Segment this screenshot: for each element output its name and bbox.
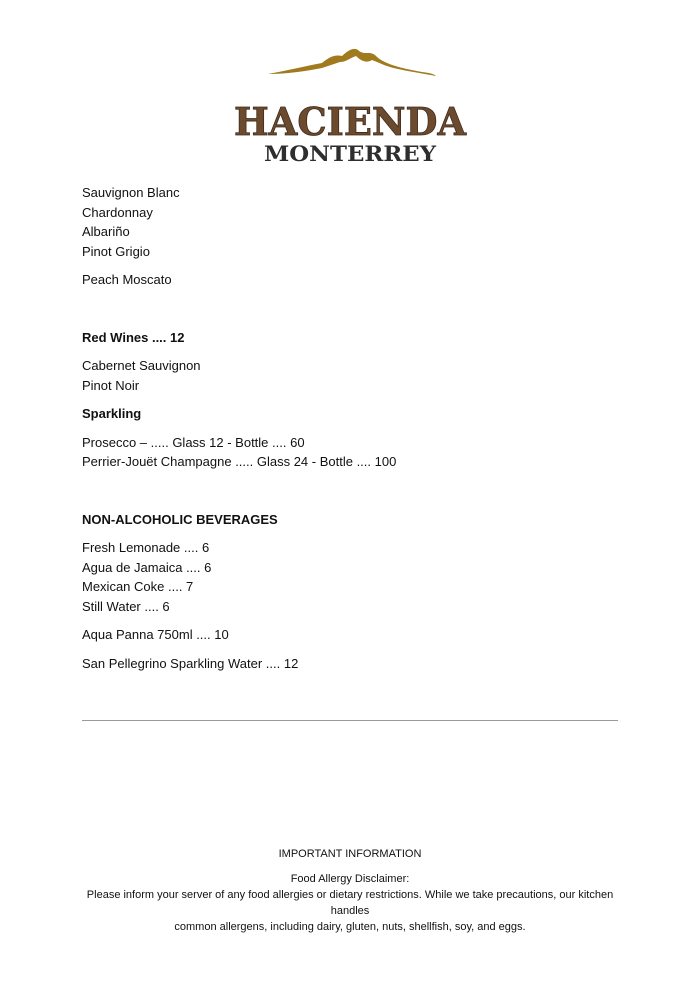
- mountain-icon: [268, 49, 436, 76]
- logo-word-hacienda: HACIENDA: [234, 99, 467, 144]
- beverage-item: Fresh Lemonade .... 6: [82, 540, 210, 555]
- logo-word-monterrey: MONTERREY: [264, 141, 438, 166]
- restaurant-logo: [230, 44, 470, 168]
- aqua-panna-item: Aqua Panna 750ml .... 10: [82, 627, 229, 642]
- red-wine-item: Pinot Noir: [82, 377, 140, 393]
- non-alcoholic-heading: NON-ALCOHOLIC BEVERAGES: [82, 511, 278, 527]
- allergy-disclaimer-line: common allergens, including dairy, gluten, nuts, shellfish, soy, and eggs.: [174, 921, 526, 933]
- white-wine-item: Albariño: [82, 224, 130, 239]
- footer-heading: IMPORTANT INFORMATION: [278, 848, 422, 860]
- red-wines-heading: Red Wines .... 12: [82, 329, 185, 345]
- peach-moscato-item: Peach Moscato: [82, 272, 172, 287]
- white-wine-item: Sauvignon Blanc: [82, 185, 180, 200]
- beverage-item: Still Water .... 6: [82, 598, 170, 614]
- red-wine-item: Cabernet Sauvignon: [82, 358, 201, 373]
- sparkling-item: Prosecco – ..... Glass 12 - Bottle .... 60: [82, 434, 305, 450]
- beverage-item: Agua de Jamaica .... 6: [82, 559, 212, 575]
- allergy-disclaimer-title: Food Allergy Disclaimer:: [290, 873, 410, 885]
- beverage-menu: [82, 183, 622, 673]
- beverage-item: Mexican Coke .... 7: [82, 579, 194, 594]
- important-information: [70, 846, 630, 935]
- logo-graphic: [230, 44, 470, 168]
- white-wine-item: Pinot Grigio: [82, 243, 150, 259]
- white-wine-item: Chardonnay: [82, 204, 153, 220]
- section-divider: [82, 720, 618, 721]
- pellegrino-item: San Pellegrino Sparkling Water .... 12: [82, 655, 299, 671]
- allergy-disclaimer-line: Please inform your server of any food allergies or dietary restrictions. While we take precautions, our kitchen handles: [86, 889, 614, 917]
- sparkling-heading: Sparkling: [82, 406, 142, 421]
- sparkling-item: Perrier-Jouët Champagne ..... Glass 24 - Bottle .... 100: [82, 454, 397, 469]
